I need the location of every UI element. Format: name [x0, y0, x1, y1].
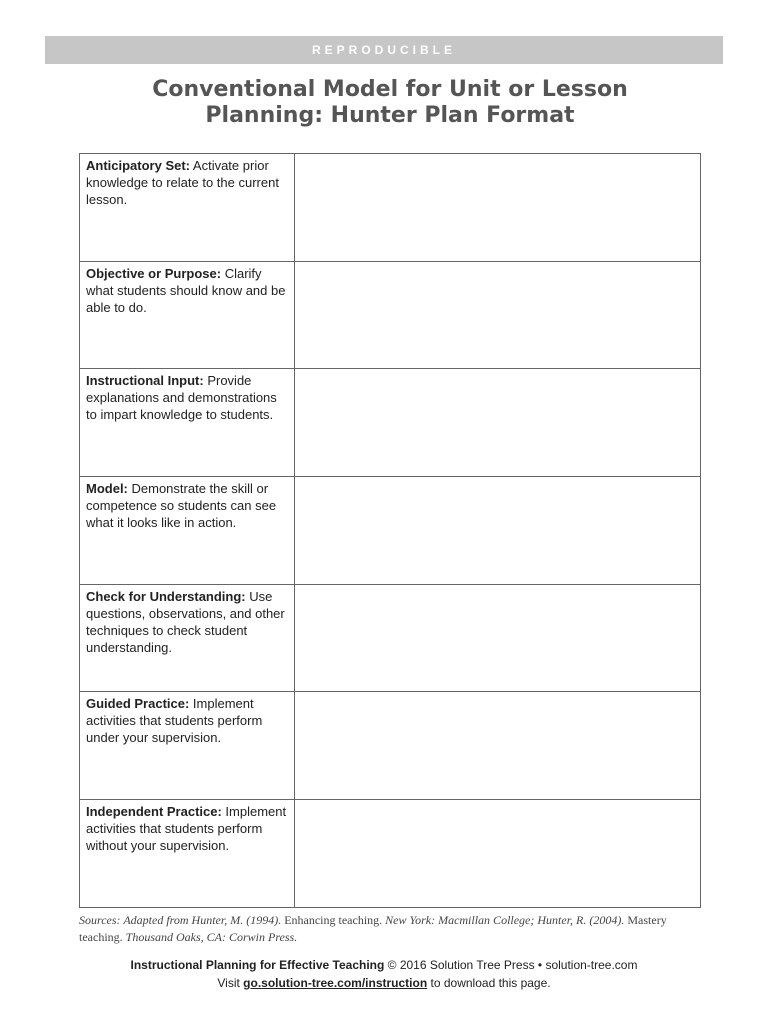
row-desc: Clarify what students should know and be able to do.: [86, 265, 286, 315]
row-desc: Demonstrate the skill or competence so students can see what it looks like in action.: [86, 481, 277, 531]
visit-prefix: Visit: [217, 976, 244, 990]
row-label: [80, 369, 295, 477]
row-desc: Implement activities that students perform under your supervision.: [86, 696, 263, 746]
footer-visit-line: [0, 976, 768, 990]
download-link[interactable]: go.solution-tree.com/instruction: [243, 976, 428, 990]
copyright-text: © 2016 Solution Tree Press • solution-tree.com: [384, 958, 638, 972]
row-label: [80, 800, 295, 908]
sources-part: Mastery teaching.: [79, 913, 667, 944]
row-desc: Activate prior knowledge to relate to the current lesson.: [86, 158, 279, 207]
visit-suffix: to download this page.: [427, 976, 551, 990]
row-label: [80, 692, 295, 800]
entry-cell[interactable]: [295, 154, 701, 262]
title-line-1: Conventional Model for Unit or Lesson: [152, 77, 628, 102]
row-term: Guided Practice:: [86, 696, 190, 712]
title-line-2: Planning: Hunter Plan Format: [205, 103, 575, 128]
row-term: Objective or Purpose:: [86, 265, 222, 281]
table-row: [80, 692, 701, 800]
entry-cell[interactable]: [295, 261, 701, 369]
row-desc: Provide explanations and demonstrations to impart knowledge to students.: [86, 373, 277, 423]
table-row: [80, 477, 701, 585]
sources-part: Enhancing teaching.: [281, 913, 386, 927]
table-row: [80, 800, 701, 908]
row-term: Anticipatory Set:: [86, 158, 191, 173]
page-title: [60, 77, 720, 129]
row-label: [80, 261, 295, 369]
sources-citation: [79, 912, 703, 946]
row-term: Model:: [86, 481, 128, 497]
row-desc: Use questions, observations, and other techniques to check student understanding.: [86, 588, 285, 655]
table-row: [80, 154, 701, 262]
table-row: [80, 369, 701, 477]
row-term: Independent Practice:: [86, 804, 222, 820]
entry-cell[interactable]: [295, 800, 701, 908]
row-term: Instructional Input:: [86, 373, 204, 389]
row-label: [80, 584, 295, 692]
entry-cell[interactable]: [295, 584, 701, 692]
hunter-plan-table: [79, 153, 701, 908]
row-term: Check for Understanding:: [86, 588, 246, 604]
sources-part: Thousand Oaks, CA: Corwin Press.: [125, 930, 298, 944]
row-label: [80, 477, 295, 585]
entry-cell[interactable]: [295, 477, 701, 585]
table-row: [80, 584, 701, 692]
sources-part: Sources: Adapted from Hunter, M. (1994).: [79, 913, 282, 927]
row-desc: Implement activities that students perform without your supervision.: [86, 804, 287, 854]
footer-copyright-line: [0, 958, 768, 972]
book-title: Instructional Planning for Effective Teaching: [130, 958, 385, 972]
sources-part: New York: Macmillan College; Hunter, R. (2004).: [385, 913, 625, 927]
table-row: [80, 261, 701, 369]
entry-cell[interactable]: [295, 369, 701, 477]
row-label: [80, 154, 295, 262]
reproducible-banner: REPRODUCIBLE: [45, 36, 723, 64]
entry-cell[interactable]: [295, 692, 701, 800]
